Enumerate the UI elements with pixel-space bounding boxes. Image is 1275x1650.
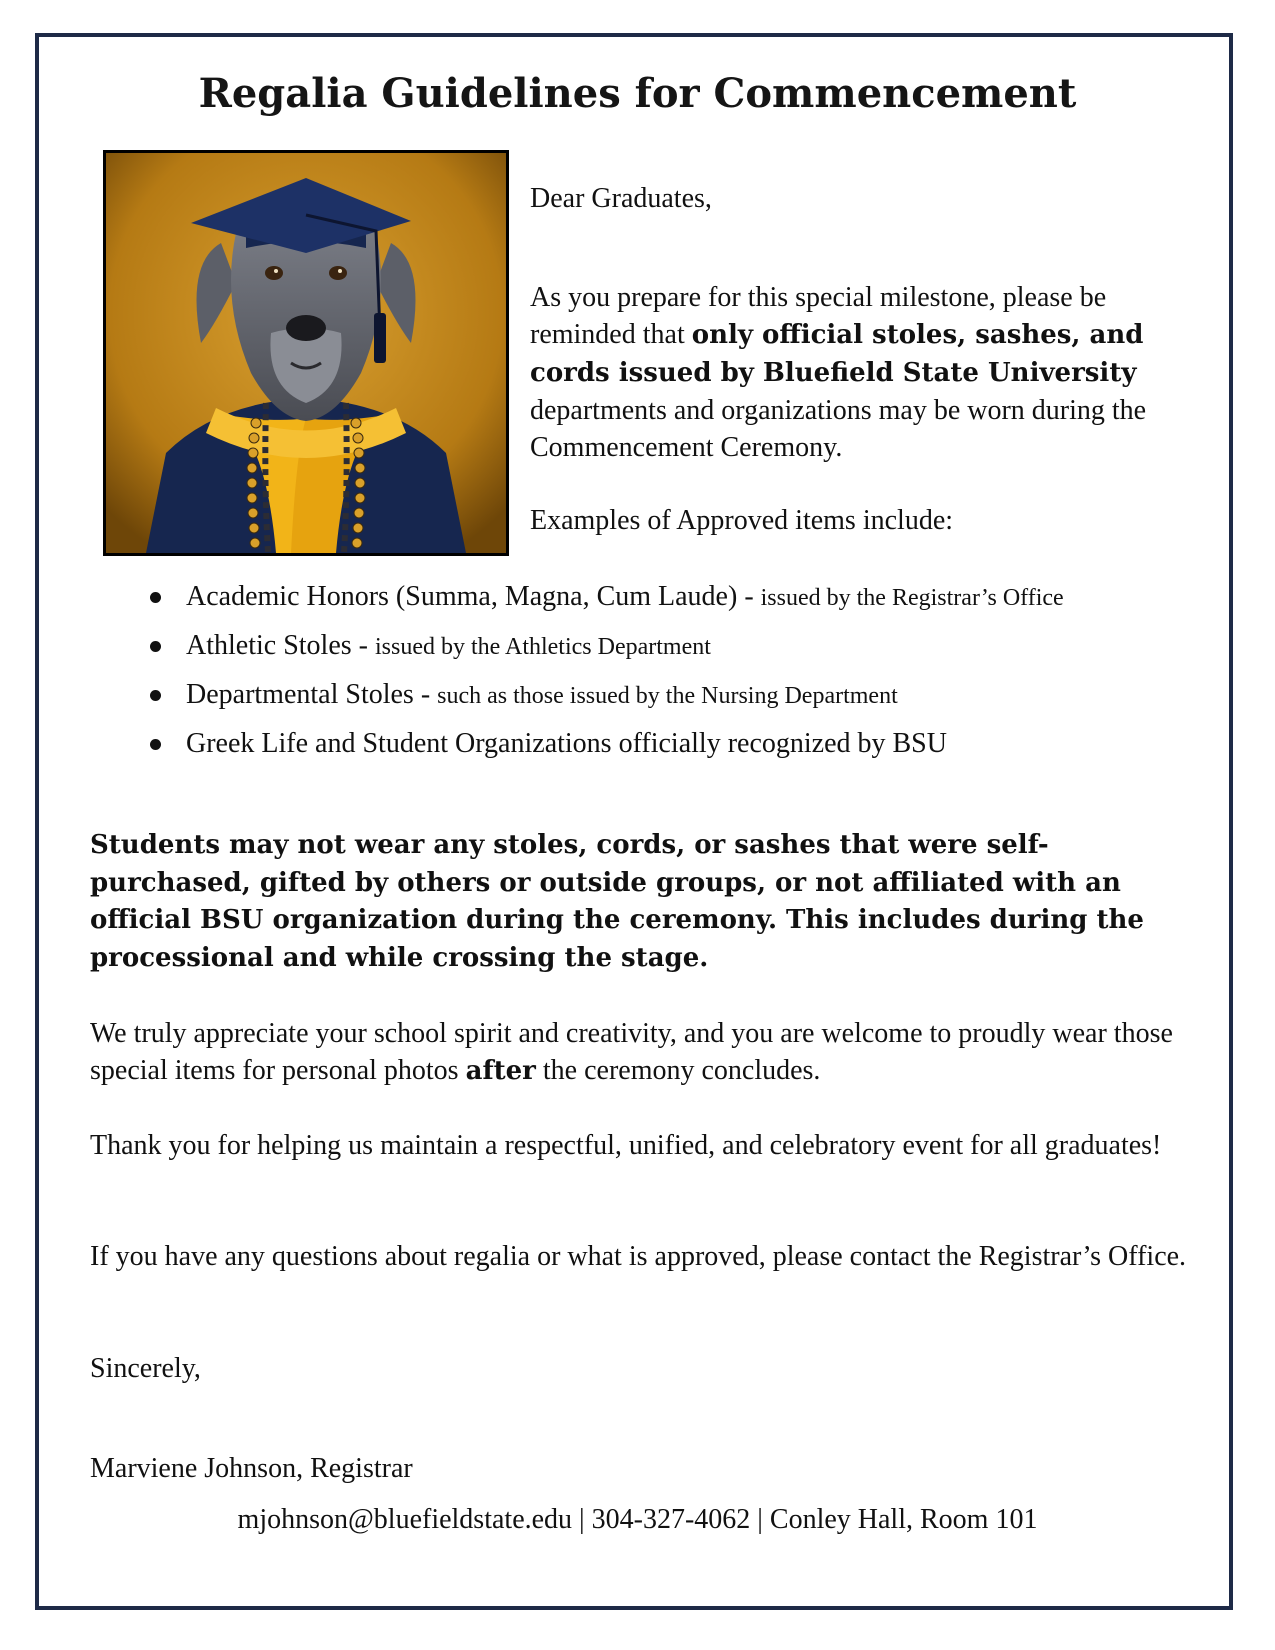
bullet-icon (150, 690, 161, 701)
item-main: Academic Honors (Summa, Magna, Cum Laude) (186, 581, 738, 612)
list-item (146, 676, 1206, 725)
warning-paragraph: Students may not wear any stoles, cords, or sashes that were self-purchased, gifted by others or outside groups, or not affiliated with an official BSU organization during the ceremony. This includes during the processional and while crossing the stage. (90, 830, 1144, 973)
greeting: Dear Graduates, (530, 183, 712, 214)
list-item (146, 578, 1206, 627)
item-note: such as those issued by the Nursing Department (437, 683, 898, 709)
list-item (146, 725, 1206, 774)
bullet-icon (150, 641, 161, 652)
bullet-icon (150, 739, 161, 750)
item-sep: - (351, 630, 375, 661)
questions-paragraph: If you have any questions about regalia or what is approved, please contact the Registrar’s Office. (90, 1241, 1187, 1272)
list-item (146, 627, 1206, 676)
approved-items-list (146, 578, 1206, 774)
item-note: issued by the Athletics Department (374, 634, 711, 660)
contact-line: mjohnson@bluefieldstate.edu | 304-327-4062 | Conley Hall, Room 101 (237, 1504, 1038, 1535)
item-main: Greek Life and Student Organizations officially recognized by BSU (186, 728, 947, 759)
item-note: issued by the Registrar’s Office (760, 585, 1064, 611)
closing: Sincerely, (90, 1353, 201, 1384)
item-main: Departmental Stoles (186, 679, 414, 710)
thanks-paragraph: Thank you for helping us maintain a respectful, unified, and celebratory event for all graduates! (90, 1130, 1162, 1161)
intro-block (530, 180, 1200, 539)
spirit-tail: the ceremony concludes. (535, 1055, 821, 1086)
spirit-paragraph (90, 1015, 1200, 1090)
item-sep: - (737, 581, 761, 612)
graduate-dog-photo (103, 150, 509, 556)
intro-lead: As you prepare for this special milestone, please be reminded that (530, 282, 1107, 350)
examples-heading: Examples of Approved items include: (530, 505, 954, 536)
bullet-icon (150, 592, 161, 603)
page-title: Regalia Guidelines for Commencement (198, 70, 1077, 117)
signature: Marviene Johnson, Registrar (90, 1453, 413, 1484)
item-sep: - (413, 679, 438, 710)
intro-emphasis: only official stoles, sashes, and cords issued by Bluefield State University (530, 320, 1144, 388)
item-main: Athletic Stoles (186, 630, 352, 661)
intro-tail: departments and organizations may be worn during the Commencement Ceremony. (530, 395, 1147, 463)
spirit-emphasis: after (465, 1056, 536, 1086)
intro-paragraph (530, 279, 1200, 466)
spirit-lead: We truly appreciate your school spirit and creativity, and you are welcome to proudly wear those special items for personal photos (90, 1018, 1173, 1086)
